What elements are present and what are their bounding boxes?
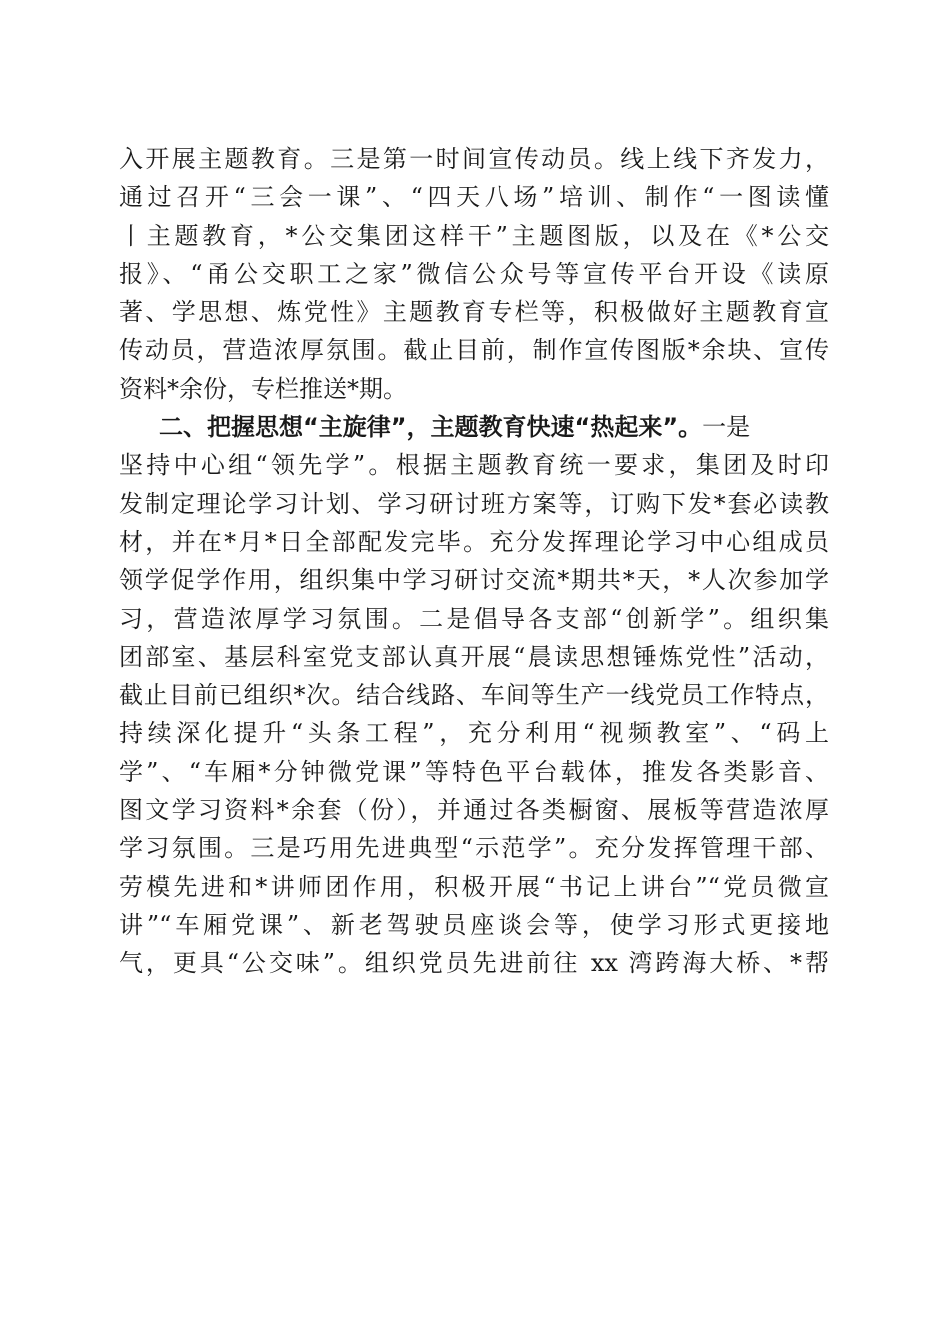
paragraph-2-line: 学习氛围。三是巧用先进典型“示范学”。充分发挥管理干部、 [119,834,829,863]
section-heading: 二、把握思想“主旋律”，主题教育快速“热起来”。 [159,413,703,442]
paragraph-2-first-line [119,408,829,446]
paragraph-1-line: 著、学思想、炼党性》主题教育专栏等，积极做好主题教育宣 [119,298,829,327]
paragraph-2-line: 截止目前已组织*次。结合线路、车间等生产一线党员工作特点， [119,681,829,710]
paragraph-2-line: 气，更具“公交味”。组织党员先进前往 xx 湾跨海大桥、*帮 [119,949,829,978]
paragraph-2-line: 持续深化提升“头条工程”，充分利用“视频教室”、“码上 [119,719,829,748]
paragraph-2-line: 领学促学作用，组织集中学习研讨交流*期共*天，*人次参加学 [119,566,829,595]
paragraph-2-line: 习，营造浓厚学习氛围。二是倡导各支部“创新学”。组织集 [119,604,829,633]
document-body [119,140,829,983]
paragraph-2-line: 材，并在*月*日全部配发完毕。充分发挥理论学习中心组成员 [119,527,829,556]
paragraph-2-line: 讲”“车厢党课”、新老驾驶员座谈会等，使学习形式更接地 [119,910,829,939]
paragraph-2-line: 图文学习资料*余套（份），并通过各类橱窗、展板等营造浓厚 [119,796,829,825]
paragraph-1-line: 传动员，营造浓厚氛围。截止目前，制作宣传图版*余块、宣传 [119,336,829,365]
paragraph-1-line: 通过召开“三会一课”、“四天八场”培训、制作“一图读懂 [119,183,829,212]
paragraph-1-line: 入开展主题教育。三是第一时间宣传动员。线上线下齐发力， [119,145,829,173]
paragraph-2-line: 发制定理论学习计划、学习研讨班方案等，订购下发*套必读教 [119,489,829,518]
paragraph-2-line: 劳模先进和*讲师团作用，积极开展“书记上讲台”“党员微宣 [119,872,829,901]
paragraph-1-line: 资料*余份，专栏推送*期。 [119,374,407,403]
paragraph-1-line: 报》、“甬公交职工之家”微信公众号等宣传平台开设《读原 [119,259,829,288]
paragraph-2-line: 坚持中心组“领先学”。根据主题教育统一要求，集团及时印 [119,451,829,480]
paragraph-2-line: 团部室、基层科室党支部认真开展“晨读思想锤炼党性”活动， [119,642,829,671]
paragraph-2-line: 学”、“车厢*分钟微党课”等特色平台载体，推发各类影音、 [119,757,829,786]
paragraph-2-first-line-rest: 一是 [702,413,751,442]
paragraph-1-line: 丨主题教育，*公交集团这样干”主题图版，以及在《*公交 [119,221,829,250]
